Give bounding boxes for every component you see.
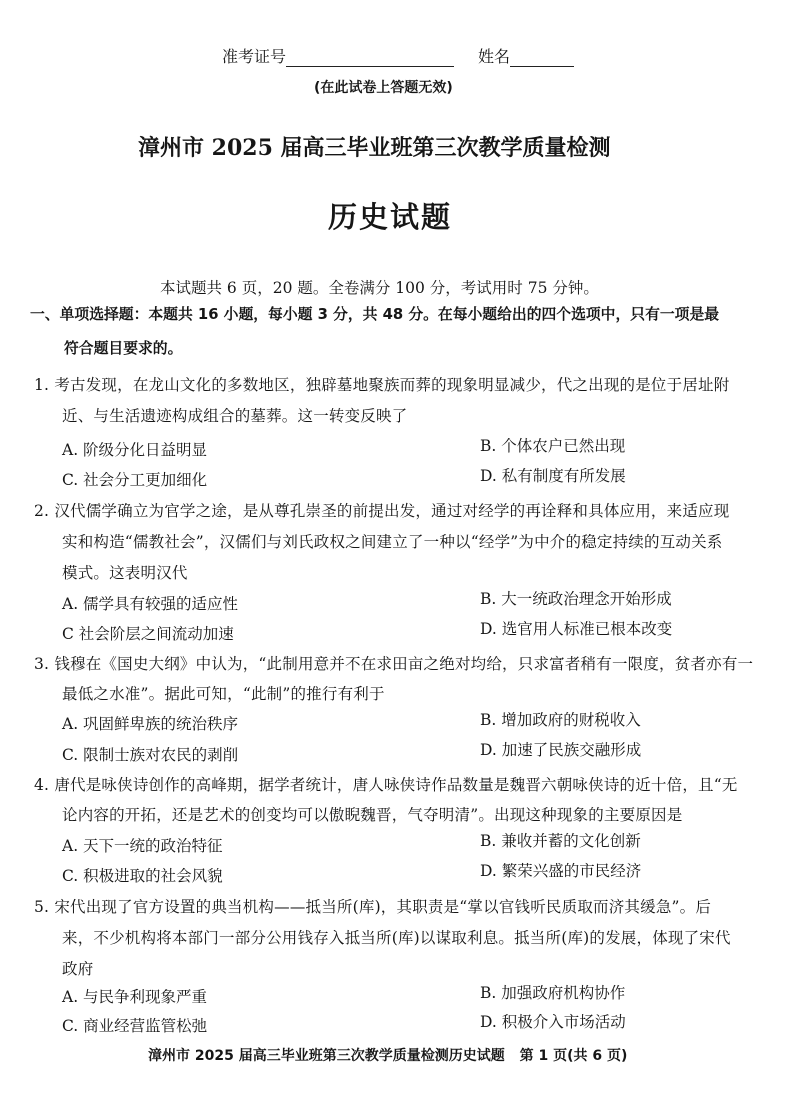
name-field — [478, 44, 574, 67]
question-3-option-a: A. 巩固鲜卑族的统治秩序 — [62, 715, 239, 733]
question-3-option-d: D. 加速了民族交融形成 — [480, 741, 642, 759]
question-3-option-b: B. 增加政府的财税收入 — [480, 711, 641, 729]
question-1-option-c: C. 社会分工更加细化 — [62, 471, 208, 489]
subject-title: 历史试题 — [328, 200, 453, 234]
exam-intro: 本试题共 6 页，20 题。全卷满分 100 分，考试用时 75 分钟。 — [160, 279, 599, 297]
question-1-option-a: A. 阶级分化日益明显 — [62, 441, 208, 459]
question-4-option-c: C. 积极进取的社会风貌 — [62, 867, 223, 885]
question-5-option-c: C. 商业经营监管松弛 — [62, 1017, 208, 1035]
question-4-line1: 4. 唐代是咏侠诗创作的高峰期，据学者统计，唐人咏侠诗作品数量是魏晋六朝咏侠诗的近十倍，且“无 — [34, 776, 738, 794]
question-1-option-b: B. 个体农户已然出现 — [480, 437, 626, 455]
question-3-line1: 3. 钱穆在《国史大纲》中认为，“此制用意并不在求田亩之绝对均给，只求富者稍有一限度，贫者亦有一 — [34, 655, 754, 673]
section-heading-line2: 符合题目要求的。 — [64, 340, 183, 357]
question-2-line1: 2. 汉代儒学确立为官学之途，是从尊孔崇圣的前提出发，通过对经学的再诠释和具体应用，来适应现 — [34, 502, 730, 520]
question-5-option-a: A. 与民争利现象严重 — [62, 988, 208, 1006]
question-4-option-a: A. 天下一统的政治特征 — [62, 837, 223, 855]
question-5-line2: 来，不少机构将本部门一部分公用钱存入抵当所(库)以谋取利息。抵当所(库)的发展，体现了宋代 — [62, 929, 731, 947]
question-2-option-b: B. 大一统政治理念开始形成 — [480, 590, 672, 608]
footer-page-number: 第 1 页(共 6 页) — [519, 1048, 628, 1064]
page-footer — [148, 1045, 627, 1065]
name-label: 姓名 — [478, 47, 511, 66]
question-2-option-d: D. 选官用人标准已根本改变 — [480, 620, 673, 638]
name-blank — [510, 48, 574, 67]
exam-ticket-field — [222, 44, 454, 67]
question-1-option-d: D. 私有制度有所发展 — [480, 467, 626, 485]
ticket-blank — [286, 48, 454, 67]
question-2-option-a: A. 儒学具有较强的适应性 — [62, 595, 239, 613]
question-4-option-d: D. 繁荣兴盛的市民经济 — [480, 862, 642, 880]
question-5-option-b: B. 加强政府机构协作 — [480, 984, 626, 1002]
ticket-label: 准考证号 — [222, 47, 287, 66]
question-5-line3: 政府 — [62, 960, 94, 978]
question-1-line2: 近、与生活遗迹构成组合的墓葬。这一转变反映了 — [62, 407, 408, 425]
question-4-line2: 论内容的开拓，还是艺术的创变均可以傲睨魏晋，气夺明清”。出现这种现象的主要原因是 — [62, 806, 683, 824]
section-heading-line1: 一、单项选择题：本题共 16 小题，每小题 3 分，共 48 分。在每小题给出的四个选项中，只有一项是最 — [30, 306, 720, 323]
question-1-line1: 1. 考古发现，在龙山文化的多数地区，独辟墓地聚族而葬的现象明显减少，代之出现的是位于居址附 — [34, 376, 730, 394]
question-4-option-b: B. 兼收并蓄的文化创新 — [480, 832, 641, 850]
question-2-line3: 模式。这表明汉代 — [62, 564, 188, 582]
question-5-line1: 5. 宋代出现了官方设置的典当机构——抵当所(库)，其职责是“掌以官钱听民质取而济其缓急”。后 — [34, 898, 712, 916]
question-3-option-c: C. 限制士族对农民的剥削 — [62, 746, 239, 764]
invalid-notice: (在此试卷上答题无效) — [314, 80, 453, 96]
question-2-option-c: C 社会阶层之间流动加速 — [62, 625, 234, 643]
question-5-option-d: D. 积极介入市场活动 — [480, 1013, 626, 1031]
question-2-line2: 实和构造“儒教社会”，汉儒们与刘氏政权之间建立了一种以“经学”为中介的稳定持续的互动关系 — [62, 533, 723, 551]
exam-title: 漳州市 2025 届高三毕业班第三次教学质量检测 — [138, 135, 611, 161]
footer-exam-name: 漳州市 2025 届高三毕业班第三次教学质量检测历史试题 — [148, 1048, 505, 1064]
question-3-line2: 最低之水准”。据此可知，“此制”的推行有利于 — [62, 685, 385, 703]
